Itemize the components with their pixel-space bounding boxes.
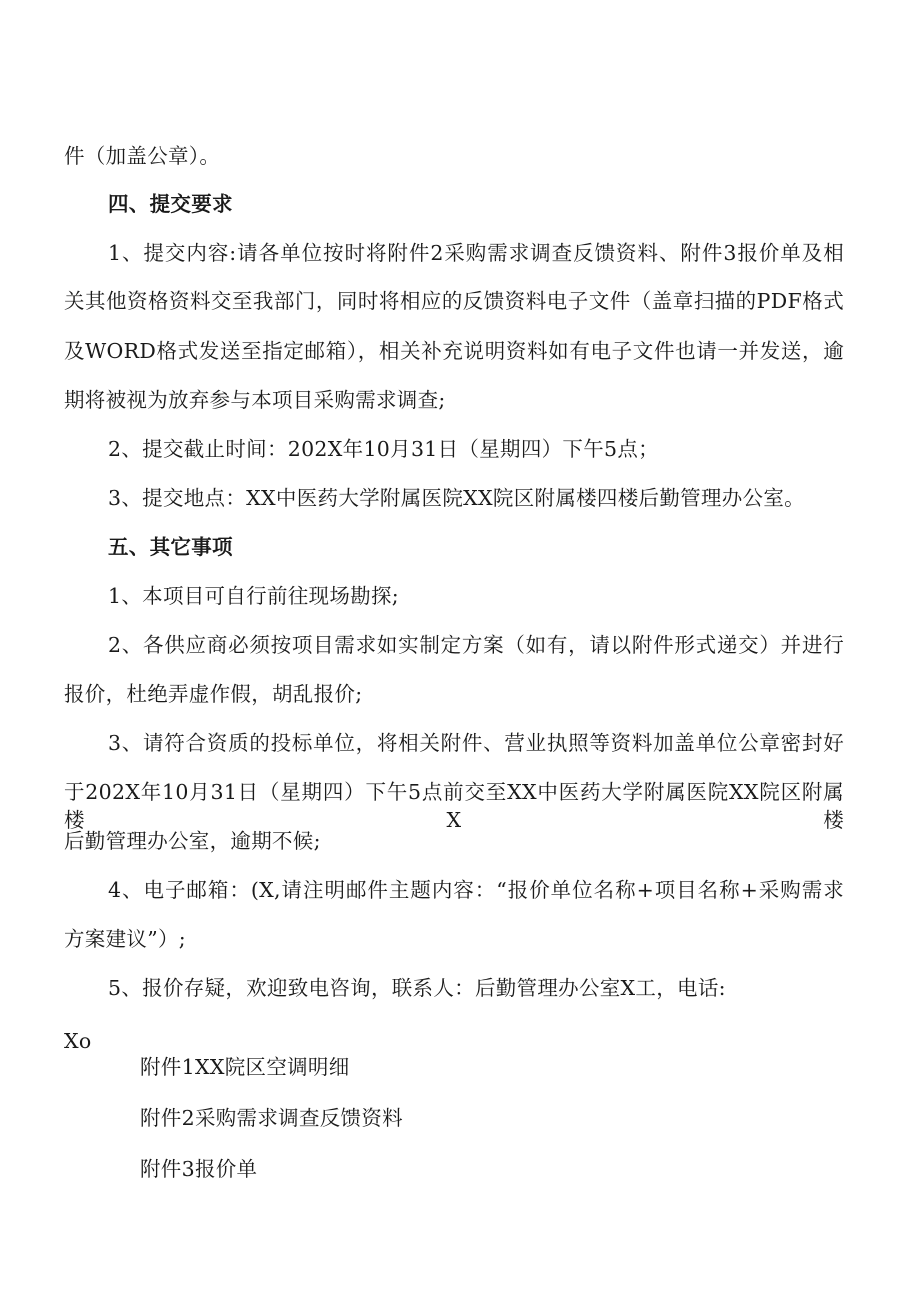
section-5-item-5-line-2: Xo — [64, 1029, 92, 1053]
section-4-item-1-line-1: 1、提交内容:请各单位按时将附件2采购需求调查反馈资料、附件3报价单及相 — [108, 241, 844, 265]
attachment-1: 附件1XX院区空调明细 — [140, 1055, 350, 1079]
section-4-item-2: 2、提交截止时间：202X年10月31日（星期四）下午5点； — [108, 437, 659, 461]
section-5-item-4-line-1: 4、电子邮箱：(X,请注明邮件主题内容：“报价单位名称+项目名称+采购需求 — [108, 878, 844, 902]
section-5-item-3-line-1: 3、请符合资质的投标单位，将相关附件、营业执照等资料加盖单位公章密封好 — [108, 731, 844, 755]
section-4-item-3: 3、提交地点：XX中医药大学附属医院XX院区附属楼四楼后勤管理办公室。 — [108, 486, 805, 510]
section-5-item-2-line-1: 2、各供应商必须按项目需求如实制定方案（如有，请以附件形式递交）并进行 — [108, 633, 844, 657]
section-5-item-2-line-2: 报价，杜绝弄虚作假，胡乱报价; — [64, 682, 363, 706]
section-5-item-3-line-2: 于202X年10月31日（星期四）下午5点前交至XX中医药大学附属医院XX院区附属楼X楼 — [64, 780, 844, 832]
attachment-3: 附件3报价单 — [140, 1157, 258, 1181]
section-4-item-1-line-3: 及WORD格式发送至指定邮箱），相关补充说明资料如有电子文件也请一并发送，逾 — [64, 339, 844, 363]
section-5-item-1: 1、本项目可自行前往现场勘探; — [108, 584, 399, 608]
attachment-2: 附件2采购需求调查反馈资料 — [140, 1106, 403, 1130]
section-5-heading: 五、其它事项 — [108, 535, 233, 559]
section-5-item-4-line-2: 方案建议”）; — [64, 927, 186, 951]
section-4-item-1-line-4: 期将被视为放弃参与本项目采购需求调查; — [64, 388, 446, 412]
intro-tail-line: 件（加盖公章）。 — [64, 144, 221, 168]
section-5-item-5-line-1: 5、报价存疑，欢迎致电咨询，联系人：后勤管理办公室X工，电话: — [108, 976, 726, 1000]
section-4-item-1-line-2: 关其他资格资料交至我部门，同时将相应的反馈资料电子文件（盖章扫描的PDF格式 — [64, 289, 844, 313]
section-4-heading: 四、提交要求 — [108, 192, 233, 216]
section-5-item-3-line-3: 后勤管理办公室，逾期不候; — [64, 829, 321, 853]
